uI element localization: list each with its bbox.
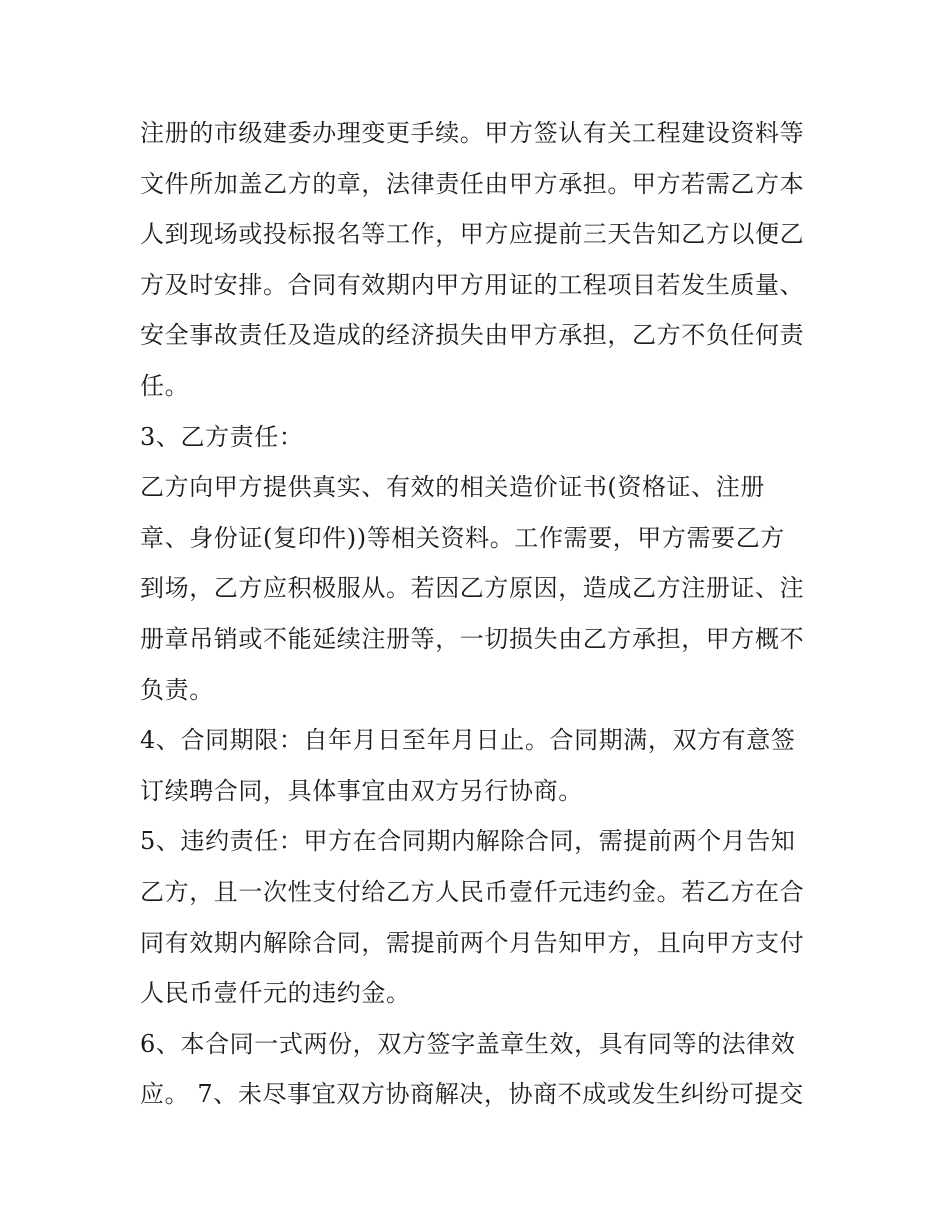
section-heading-party-b-responsibility: 3、乙方责任： [140, 422, 304, 451]
text-line: 乙方，且一次性支付给乙方人民币壹仟元违约金。若乙方在合 [140, 877, 805, 906]
clause-copies: 6、本合同一式两份，双方签字盖章生效，具有同等的法律效 [140, 1029, 796, 1058]
text-line: 安全事故责任及造成的经济损失由甲方承担，乙方不负任何责 [140, 321, 805, 350]
text-line: 负责。 [140, 675, 214, 704]
text-line: 订续聘合同，具体事宜由双方另行协商。 [140, 776, 583, 805]
text-line: 册章吊销或不能延续注册等，一切损失由乙方承担，甲方概不 [140, 624, 805, 653]
contract-text [140, 108, 820, 1120]
text-line: 注册的市级建委办理变更手续。甲方签认有关工程建设资料等 [140, 119, 805, 147]
clause-contract-term: 4、合同期限：自年月日至年月日止。合同期满，双方有意签 [140, 726, 796, 755]
text-line: 同有效期内解除合同，需提前两个月告知甲方，且向甲方支付 [140, 928, 805, 957]
text-line: 章、身份证(复印件))等相关资料。工作需要，甲方需要乙方 [140, 523, 785, 552]
text-line: 到场，乙方应积极服从。若因乙方原因，造成乙方注册证、注 [140, 574, 805, 603]
text-line: 乙方向甲方提供真实、有效的相关造价证书(资格证、注册 [140, 473, 765, 502]
clause-breach-liability: 5、违约责任：甲方在合同期内解除合同，需提前两个月告知 [140, 827, 796, 856]
text-line: 人到现场或投标报名等工作，甲方应提前三天告知乙方以便乙 [140, 220, 805, 249]
text-line: 任。 [140, 371, 190, 400]
text-line: 方及时安排。合同有效期内甲方用证的工程项目若发生质量、 [140, 270, 805, 299]
text-line: 文件所加盖乙方的章，法律责任由甲方承担。甲方若需乙方本 [140, 169, 805, 198]
text-line: 人民币壹仟元的违约金。 [140, 979, 411, 1008]
text-line: 应。 7、未尽事宜双方协商解决，协商不成或发生纠纷可提交 [140, 1080, 804, 1109]
